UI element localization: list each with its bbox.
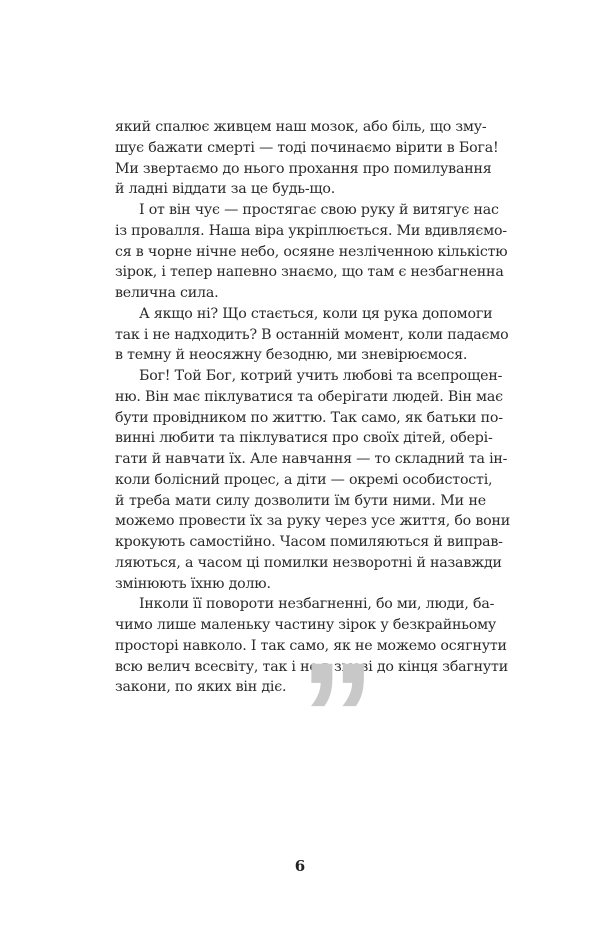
closing-quote-mark-icon: ” xyxy=(300,631,369,799)
text-line: А якщо ні? Що стається, коли ця рука допомоги xyxy=(139,305,493,322)
text-line: ню. Він має піклуватися та оберігати людей. Він має xyxy=(115,388,503,405)
text-line: ляються, а часом ці помилки незворотні й назавжди xyxy=(115,554,502,571)
text-line: й треба мати силу дозволити їм бути ними. Ми не xyxy=(115,492,486,509)
text-line: зірок, і тепер напевно знаємо, що там є незбагненна xyxy=(115,264,504,281)
text-line: просторі навколо. І так само, як не можемо осягнути xyxy=(115,637,507,654)
text-line: шує бажати смерті — тоді починаємо вірити в Бога! xyxy=(115,139,499,156)
text-line: гати й навчати їх. Але навчання — то складний та ін- xyxy=(115,451,508,467)
text-line: велична сила. xyxy=(115,285,219,301)
text-line: змінюють їхню долю. xyxy=(115,575,271,592)
text-line: І от він чує — простягає свою руку й витягує нас xyxy=(139,202,499,218)
text-line: закони, по яких він діє. xyxy=(115,679,287,696)
text-line: чимо лише маленьку частину зірок у безкрайньому xyxy=(115,617,497,633)
text-line: всю велич всесвіту, так і не в змозі до кінця збагнути xyxy=(115,658,508,675)
body-text xyxy=(115,117,510,698)
text-line: й ладні віддати за це будь-що. xyxy=(115,181,336,198)
text-line: із провалля. Наша віра укріплюється. Ми вдивляємо- xyxy=(115,222,507,239)
text-line: бути провідником по життю. Так само, як батьки по- xyxy=(115,409,503,426)
text-line: винні любити та піклуватися про своїх дітей, обері- xyxy=(115,430,493,447)
text-line: Інколи її повороти незбагненні, бо ми, люди, ба- xyxy=(139,596,495,613)
text-line: крокують самостійно. Часом помиляються й виправ- xyxy=(115,534,503,550)
text-line: в темну й неосяжну безодню, ми зневірюємося. xyxy=(115,347,468,364)
text-line: так і не надходить? В останній момент, коли падаємо xyxy=(115,326,509,343)
page-number: 6 xyxy=(294,857,306,875)
text-line: ся в чорне нічне небо, осяяне незліченною кількістю xyxy=(115,243,508,260)
text-line: коли болісний процес, а діти — окремі особистості, xyxy=(115,471,493,488)
text-line: Бог! Той Бог, котрий учить любові та всепрощен- xyxy=(139,368,503,384)
text-line: Ми звертаємо до нього прохання про помилування xyxy=(115,160,492,177)
text-line: який спалює живцем наш мозок, або біль, що зму- xyxy=(115,119,487,135)
text-line: можемо провести їх за руку через усе життя, бо вони xyxy=(115,513,510,530)
